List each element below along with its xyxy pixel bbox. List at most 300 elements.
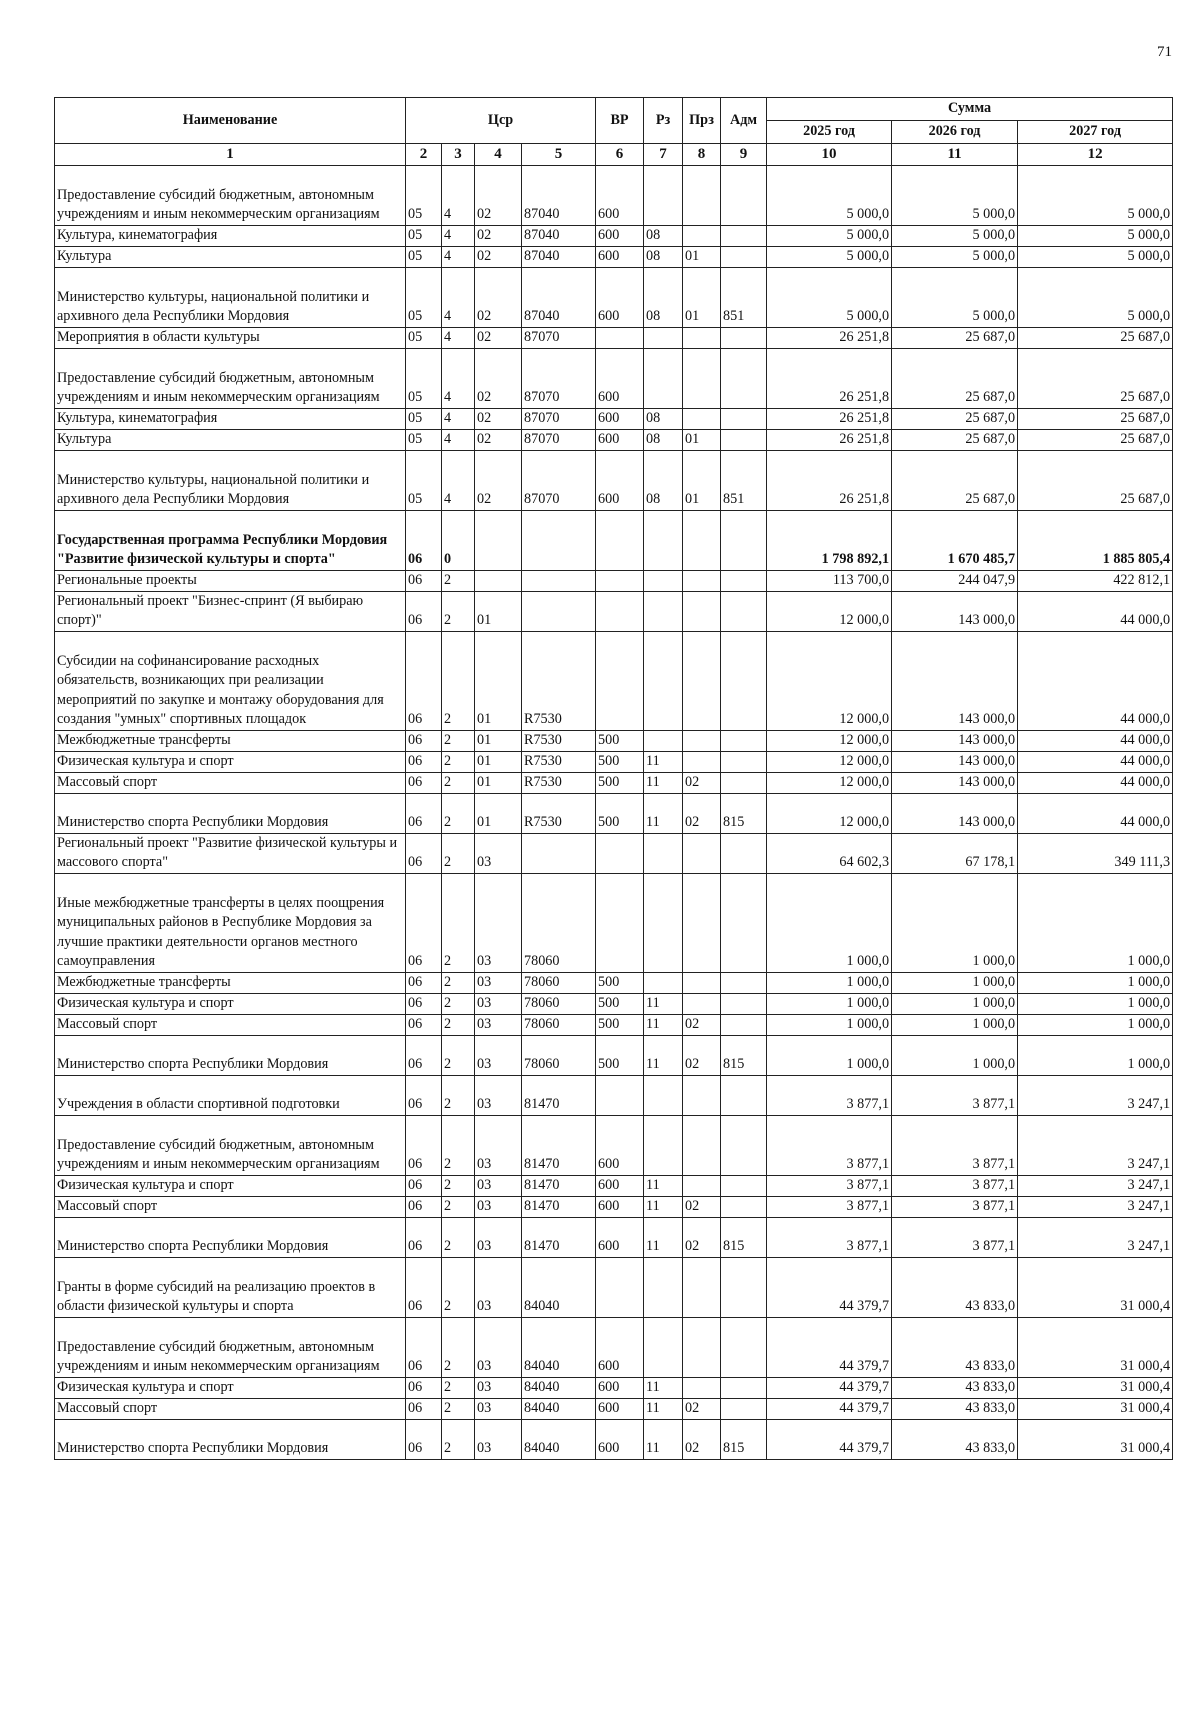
vr-code: 500	[596, 730, 644, 751]
amount-2027: 25 687,0	[1018, 429, 1173, 450]
csr-part-3: 4	[442, 246, 475, 267]
header-prz: Прз	[683, 98, 721, 144]
amount-2026: 43 833,0	[892, 1258, 1018, 1318]
header-sum: Сумма	[767, 98, 1173, 121]
row-name: Предоставление субсидий бюджетным, автономным учреждениям и иным некоммерческим организациям	[55, 348, 406, 408]
adm-code: 815	[721, 1036, 767, 1076]
csr-part-4: 03	[475, 1420, 522, 1460]
rz-code: 08	[644, 408, 683, 429]
rz-code	[644, 833, 683, 873]
rz-code: 11	[644, 1378, 683, 1399]
col-number: 5	[522, 144, 596, 166]
csr-part-2: 06	[406, 730, 442, 751]
amount-2027: 44 000,0	[1018, 730, 1173, 751]
header-name: Наименование	[55, 98, 406, 144]
prz-code	[683, 408, 721, 429]
csr-part-5: 87070	[522, 348, 596, 408]
csr-part-3: 2	[442, 793, 475, 833]
vr-code: 500	[596, 793, 644, 833]
amount-2025: 5 000,0	[767, 267, 892, 327]
amount-2026: 1 000,0	[892, 874, 1018, 973]
table-row	[55, 994, 1173, 1015]
csr-part-3: 4	[442, 267, 475, 327]
table-row	[55, 1015, 1173, 1036]
prz-code	[683, 994, 721, 1015]
amount-2026: 25 687,0	[892, 429, 1018, 450]
csr-part-4: 02	[475, 327, 522, 348]
amount-2026: 5 000,0	[892, 225, 1018, 246]
csr-part-3: 4	[442, 429, 475, 450]
csr-part-4: 02	[475, 267, 522, 327]
amount-2026: 43 833,0	[892, 1399, 1018, 1420]
amount-2025: 3 877,1	[767, 1176, 892, 1197]
table-row	[55, 225, 1173, 246]
amount-2025: 26 251,8	[767, 429, 892, 450]
amount-2025: 3 877,1	[767, 1116, 892, 1176]
amount-2026: 1 670 485,7	[892, 510, 1018, 570]
amount-2025: 26 251,8	[767, 450, 892, 510]
rz-code	[644, 1318, 683, 1378]
vr-code: 600	[596, 246, 644, 267]
vr-code: 600	[596, 450, 644, 510]
vr-code	[596, 833, 644, 873]
rz-code: 11	[644, 772, 683, 793]
amount-2025: 44 379,7	[767, 1399, 892, 1420]
csr-part-2: 06	[406, 1399, 442, 1420]
amount-2026: 43 833,0	[892, 1318, 1018, 1378]
amount-2025: 1 000,0	[767, 994, 892, 1015]
csr-part-2: 05	[406, 246, 442, 267]
csr-part-3: 2	[442, 874, 475, 973]
prz-code	[683, 1076, 721, 1116]
csr-part-5	[522, 591, 596, 631]
csr-part-2: 05	[406, 327, 442, 348]
table-row	[55, 1420, 1173, 1460]
amount-2027: 25 687,0	[1018, 408, 1173, 429]
header-year-2025: 2025 год	[767, 121, 892, 144]
prz-code: 01	[683, 246, 721, 267]
vr-code: 600	[596, 1197, 644, 1218]
csr-part-2: 06	[406, 1378, 442, 1399]
amount-2026: 25 687,0	[892, 327, 1018, 348]
rz-code	[644, 327, 683, 348]
csr-part-5: 87070	[522, 408, 596, 429]
rz-code: 11	[644, 994, 683, 1015]
csr-part-5: 87070	[522, 450, 596, 510]
adm-code	[721, 994, 767, 1015]
amount-2025: 26 251,8	[767, 408, 892, 429]
amount-2026: 3 877,1	[892, 1076, 1018, 1116]
rz-code	[644, 570, 683, 591]
csr-part-3: 2	[442, 1318, 475, 1378]
table-row	[55, 793, 1173, 833]
csr-part-2: 06	[406, 510, 442, 570]
amount-2027: 5 000,0	[1018, 165, 1173, 225]
header-csr: Цср	[406, 98, 596, 144]
csr-part-2: 05	[406, 225, 442, 246]
row-name: Субсидии на софинансирование расходных обязательств, возникающих при реализации мероприятий по закупке и монтажу оборудования для создания "умных" спортивных площадок	[55, 631, 406, 730]
csr-part-5: 87040	[522, 165, 596, 225]
col-number: 8	[683, 144, 721, 166]
adm-code	[721, 1378, 767, 1399]
table-row	[55, 1076, 1173, 1116]
table-row	[55, 1176, 1173, 1197]
adm-code	[721, 1399, 767, 1420]
csr-part-4: 03	[475, 1318, 522, 1378]
row-name: Министерство спорта Республики Мордовия	[55, 1218, 406, 1258]
rz-code	[644, 510, 683, 570]
adm-code	[721, 408, 767, 429]
rz-code: 08	[644, 246, 683, 267]
col-number: 7	[644, 144, 683, 166]
prz-code	[683, 730, 721, 751]
table-row	[55, 1036, 1173, 1076]
csr-part-2: 06	[406, 1258, 442, 1318]
csr-part-2: 06	[406, 973, 442, 994]
prz-code	[683, 973, 721, 994]
amount-2027: 25 687,0	[1018, 327, 1173, 348]
csr-part-3: 2	[442, 994, 475, 1015]
row-name: Межбюджетные трансферты	[55, 973, 406, 994]
csr-part-3: 2	[442, 1036, 475, 1076]
csr-part-4: 01	[475, 730, 522, 751]
table-row	[55, 246, 1173, 267]
csr-part-3: 2	[442, 1116, 475, 1176]
row-name: Культура	[55, 429, 406, 450]
amount-2027: 25 687,0	[1018, 450, 1173, 510]
adm-code	[721, 833, 767, 873]
csr-part-5: 81470	[522, 1116, 596, 1176]
adm-code	[721, 246, 767, 267]
csr-part-4: 02	[475, 246, 522, 267]
amount-2025: 12 000,0	[767, 730, 892, 751]
csr-part-5: R7530	[522, 793, 596, 833]
csr-part-3: 2	[442, 772, 475, 793]
amount-2026: 5 000,0	[892, 267, 1018, 327]
amount-2025: 1 000,0	[767, 874, 892, 973]
csr-part-5: R7530	[522, 631, 596, 730]
csr-part-5: R7530	[522, 730, 596, 751]
header-vr: ВР	[596, 98, 644, 144]
vr-code: 500	[596, 1036, 644, 1076]
csr-part-3: 2	[442, 751, 475, 772]
col-number: 12	[1018, 144, 1173, 166]
csr-part-5: 87040	[522, 225, 596, 246]
rz-code: 11	[644, 1036, 683, 1076]
amount-2025: 12 000,0	[767, 772, 892, 793]
adm-code	[721, 591, 767, 631]
header-adm: Адм	[721, 98, 767, 144]
prz-code: 01	[683, 429, 721, 450]
col-number: 9	[721, 144, 767, 166]
csr-part-4: 02	[475, 348, 522, 408]
col-number: 4	[475, 144, 522, 166]
row-name: Учреждения в области спортивной подготовки	[55, 1076, 406, 1116]
prz-code	[683, 165, 721, 225]
csr-part-4: 03	[475, 1399, 522, 1420]
row-name: Физическая культура и спорт	[55, 751, 406, 772]
rz-code: 08	[644, 429, 683, 450]
table-row	[55, 408, 1173, 429]
amount-2027: 3 247,1	[1018, 1218, 1173, 1258]
amount-2025: 1 798 892,1	[767, 510, 892, 570]
rz-code	[644, 874, 683, 973]
csr-part-2: 06	[406, 1218, 442, 1258]
amount-2026: 143 000,0	[892, 730, 1018, 751]
vr-code: 600	[596, 1218, 644, 1258]
csr-part-2: 06	[406, 1076, 442, 1116]
rz-code	[644, 730, 683, 751]
amount-2025: 12 000,0	[767, 591, 892, 631]
adm-code	[721, 772, 767, 793]
adm-code	[721, 165, 767, 225]
prz-code: 02	[683, 1218, 721, 1258]
col-number: 10	[767, 144, 892, 166]
amount-2025: 1 000,0	[767, 1015, 892, 1036]
csr-part-3: 2	[442, 1176, 475, 1197]
csr-part-4: 01	[475, 591, 522, 631]
vr-code: 600	[596, 1378, 644, 1399]
csr-part-2: 06	[406, 793, 442, 833]
amount-2025: 44 379,7	[767, 1378, 892, 1399]
prz-code	[683, 327, 721, 348]
vr-code: 600	[596, 408, 644, 429]
vr-code: 600	[596, 267, 644, 327]
csr-part-2: 06	[406, 874, 442, 973]
amount-2027: 25 687,0	[1018, 348, 1173, 408]
row-name: Культура, кинематография	[55, 408, 406, 429]
amount-2027: 31 000,4	[1018, 1420, 1173, 1460]
csr-part-2: 06	[406, 994, 442, 1015]
adm-code: 851	[721, 450, 767, 510]
csr-part-2: 06	[406, 1116, 442, 1176]
amount-2026: 143 000,0	[892, 591, 1018, 631]
adm-code	[721, 631, 767, 730]
row-name: Региональный проект "Развитие физической культуры и массового спорта"	[55, 833, 406, 873]
csr-part-5: 81470	[522, 1197, 596, 1218]
csr-part-5	[522, 570, 596, 591]
csr-part-4: 01	[475, 631, 522, 730]
rz-code: 11	[644, 793, 683, 833]
prz-code	[683, 570, 721, 591]
csr-part-4: 03	[475, 1116, 522, 1176]
csr-part-3: 4	[442, 165, 475, 225]
amount-2025: 3 877,1	[767, 1197, 892, 1218]
csr-part-5: 84040	[522, 1258, 596, 1318]
csr-part-3: 2	[442, 591, 475, 631]
amount-2025: 5 000,0	[767, 225, 892, 246]
rz-code: 11	[644, 1218, 683, 1258]
rz-code: 11	[644, 1197, 683, 1218]
vr-code	[596, 631, 644, 730]
rz-code: 11	[644, 1015, 683, 1036]
prz-code	[683, 833, 721, 873]
csr-part-4: 03	[475, 1378, 522, 1399]
amount-2027: 349 111,3	[1018, 833, 1173, 873]
csr-part-4: 02	[475, 429, 522, 450]
amount-2027: 44 000,0	[1018, 772, 1173, 793]
vr-code	[596, 327, 644, 348]
amount-2027: 1 000,0	[1018, 1036, 1173, 1076]
amount-2027: 31 000,4	[1018, 1258, 1173, 1318]
csr-part-2: 05	[406, 429, 442, 450]
prz-code: 02	[683, 772, 721, 793]
csr-part-3: 2	[442, 1258, 475, 1318]
page-number: 71	[1157, 44, 1172, 60]
amount-2025: 1 000,0	[767, 1036, 892, 1076]
table-row	[55, 165, 1173, 225]
csr-part-3: 2	[442, 1197, 475, 1218]
amount-2027: 3 247,1	[1018, 1116, 1173, 1176]
row-name: Массовый спорт	[55, 772, 406, 793]
amount-2025: 26 251,8	[767, 348, 892, 408]
csr-part-4: 03	[475, 833, 522, 873]
amount-2025: 5 000,0	[767, 246, 892, 267]
amount-2026: 3 877,1	[892, 1218, 1018, 1258]
amount-2025: 1 000,0	[767, 973, 892, 994]
csr-part-3: 2	[442, 1420, 475, 1460]
amount-2025: 44 379,7	[767, 1318, 892, 1378]
prz-code	[683, 1378, 721, 1399]
adm-code	[721, 225, 767, 246]
prz-code	[683, 631, 721, 730]
csr-part-4: 03	[475, 1176, 522, 1197]
csr-part-3: 4	[442, 450, 475, 510]
row-name: Физическая культура и спорт	[55, 1378, 406, 1399]
csr-part-4: 03	[475, 1076, 522, 1116]
table-row	[55, 570, 1173, 591]
amount-2025: 3 877,1	[767, 1218, 892, 1258]
amount-2025: 44 379,7	[767, 1420, 892, 1460]
vr-code	[596, 874, 644, 973]
amount-2027: 44 000,0	[1018, 793, 1173, 833]
adm-code	[721, 570, 767, 591]
amount-2026: 5 000,0	[892, 246, 1018, 267]
row-name: Министерство спорта Республики Мордовия	[55, 1036, 406, 1076]
table-row	[55, 772, 1173, 793]
table-row	[55, 631, 1173, 730]
csr-part-4: 01	[475, 751, 522, 772]
csr-part-2: 05	[406, 450, 442, 510]
prz-code	[683, 874, 721, 973]
rz-code	[644, 973, 683, 994]
vr-code: 500	[596, 1015, 644, 1036]
row-name: Массовый спорт	[55, 1399, 406, 1420]
table-row	[55, 591, 1173, 631]
vr-code: 600	[596, 1420, 644, 1460]
table-row	[55, 751, 1173, 772]
header-year-2026: 2026 год	[892, 121, 1018, 144]
row-name: Межбюджетные трансферты	[55, 730, 406, 751]
amount-2025: 12 000,0	[767, 751, 892, 772]
rz-code	[644, 591, 683, 631]
rz-code	[644, 348, 683, 408]
vr-code: 500	[596, 973, 644, 994]
table-row	[55, 510, 1173, 570]
csr-part-4: 03	[475, 1015, 522, 1036]
amount-2027: 3 247,1	[1018, 1197, 1173, 1218]
row-name: Культура, кинематография	[55, 225, 406, 246]
prz-code: 02	[683, 1036, 721, 1076]
table-row	[55, 1116, 1173, 1176]
amount-2025: 12 000,0	[767, 631, 892, 730]
rz-code	[644, 1076, 683, 1116]
table-row	[55, 1197, 1173, 1218]
rz-code	[644, 1258, 683, 1318]
amount-2026: 43 833,0	[892, 1420, 1018, 1460]
prz-code: 02	[683, 1399, 721, 1420]
table-row	[55, 1399, 1173, 1420]
csr-part-5: 87070	[522, 327, 596, 348]
csr-part-5: 87040	[522, 246, 596, 267]
amount-2027: 31 000,4	[1018, 1399, 1173, 1420]
csr-part-4: 03	[475, 1036, 522, 1076]
csr-part-3: 2	[442, 570, 475, 591]
csr-part-5: 87070	[522, 429, 596, 450]
csr-part-2: 06	[406, 772, 442, 793]
amount-2026: 3 877,1	[892, 1116, 1018, 1176]
csr-part-2: 05	[406, 348, 442, 408]
amount-2027: 1 885 805,4	[1018, 510, 1173, 570]
amount-2025: 26 251,8	[767, 327, 892, 348]
amount-2027: 31 000,4	[1018, 1318, 1173, 1378]
csr-part-4	[475, 510, 522, 570]
row-name: Физическая культура и спорт	[55, 994, 406, 1015]
adm-code	[721, 1076, 767, 1116]
rz-code: 11	[644, 751, 683, 772]
row-name: Предоставление субсидий бюджетным, автономным учреждениям и иным некоммерческим организациям	[55, 1116, 406, 1176]
csr-part-5: 84040	[522, 1399, 596, 1420]
csr-part-5: R7530	[522, 751, 596, 772]
amount-2025: 5 000,0	[767, 165, 892, 225]
row-name: Мероприятия в области культуры	[55, 327, 406, 348]
vr-code: 600	[596, 225, 644, 246]
vr-code: 500	[596, 994, 644, 1015]
amount-2026: 143 000,0	[892, 793, 1018, 833]
csr-part-3: 2	[442, 730, 475, 751]
prz-code	[683, 1258, 721, 1318]
adm-code	[721, 973, 767, 994]
csr-part-2: 06	[406, 570, 442, 591]
vr-code: 600	[596, 429, 644, 450]
csr-part-2: 06	[406, 631, 442, 730]
prz-code	[683, 1318, 721, 1378]
amount-2026: 25 687,0	[892, 348, 1018, 408]
amount-2027: 5 000,0	[1018, 267, 1173, 327]
row-name: Региональный проект "Бизнес-спринт (Я выбираю спорт)"	[55, 591, 406, 631]
table-row	[55, 1378, 1173, 1399]
amount-2026: 1 000,0	[892, 1015, 1018, 1036]
prz-code: 02	[683, 1420, 721, 1460]
amount-2026: 143 000,0	[892, 631, 1018, 730]
rz-code: 08	[644, 450, 683, 510]
amount-2026: 1 000,0	[892, 973, 1018, 994]
amount-2026: 25 687,0	[892, 408, 1018, 429]
table-row	[55, 833, 1173, 873]
csr-part-3: 2	[442, 631, 475, 730]
csr-part-5: 78060	[522, 874, 596, 973]
csr-part-4: 02	[475, 450, 522, 510]
vr-code	[596, 1076, 644, 1116]
row-name: Министерство спорта Республики Мордовия	[55, 1420, 406, 1460]
vr-code: 600	[596, 348, 644, 408]
vr-code	[596, 510, 644, 570]
adm-code	[721, 730, 767, 751]
col-number: 2	[406, 144, 442, 166]
amount-2026: 25 687,0	[892, 450, 1018, 510]
header-rz: Рз	[644, 98, 683, 144]
csr-part-5: 81470	[522, 1176, 596, 1197]
